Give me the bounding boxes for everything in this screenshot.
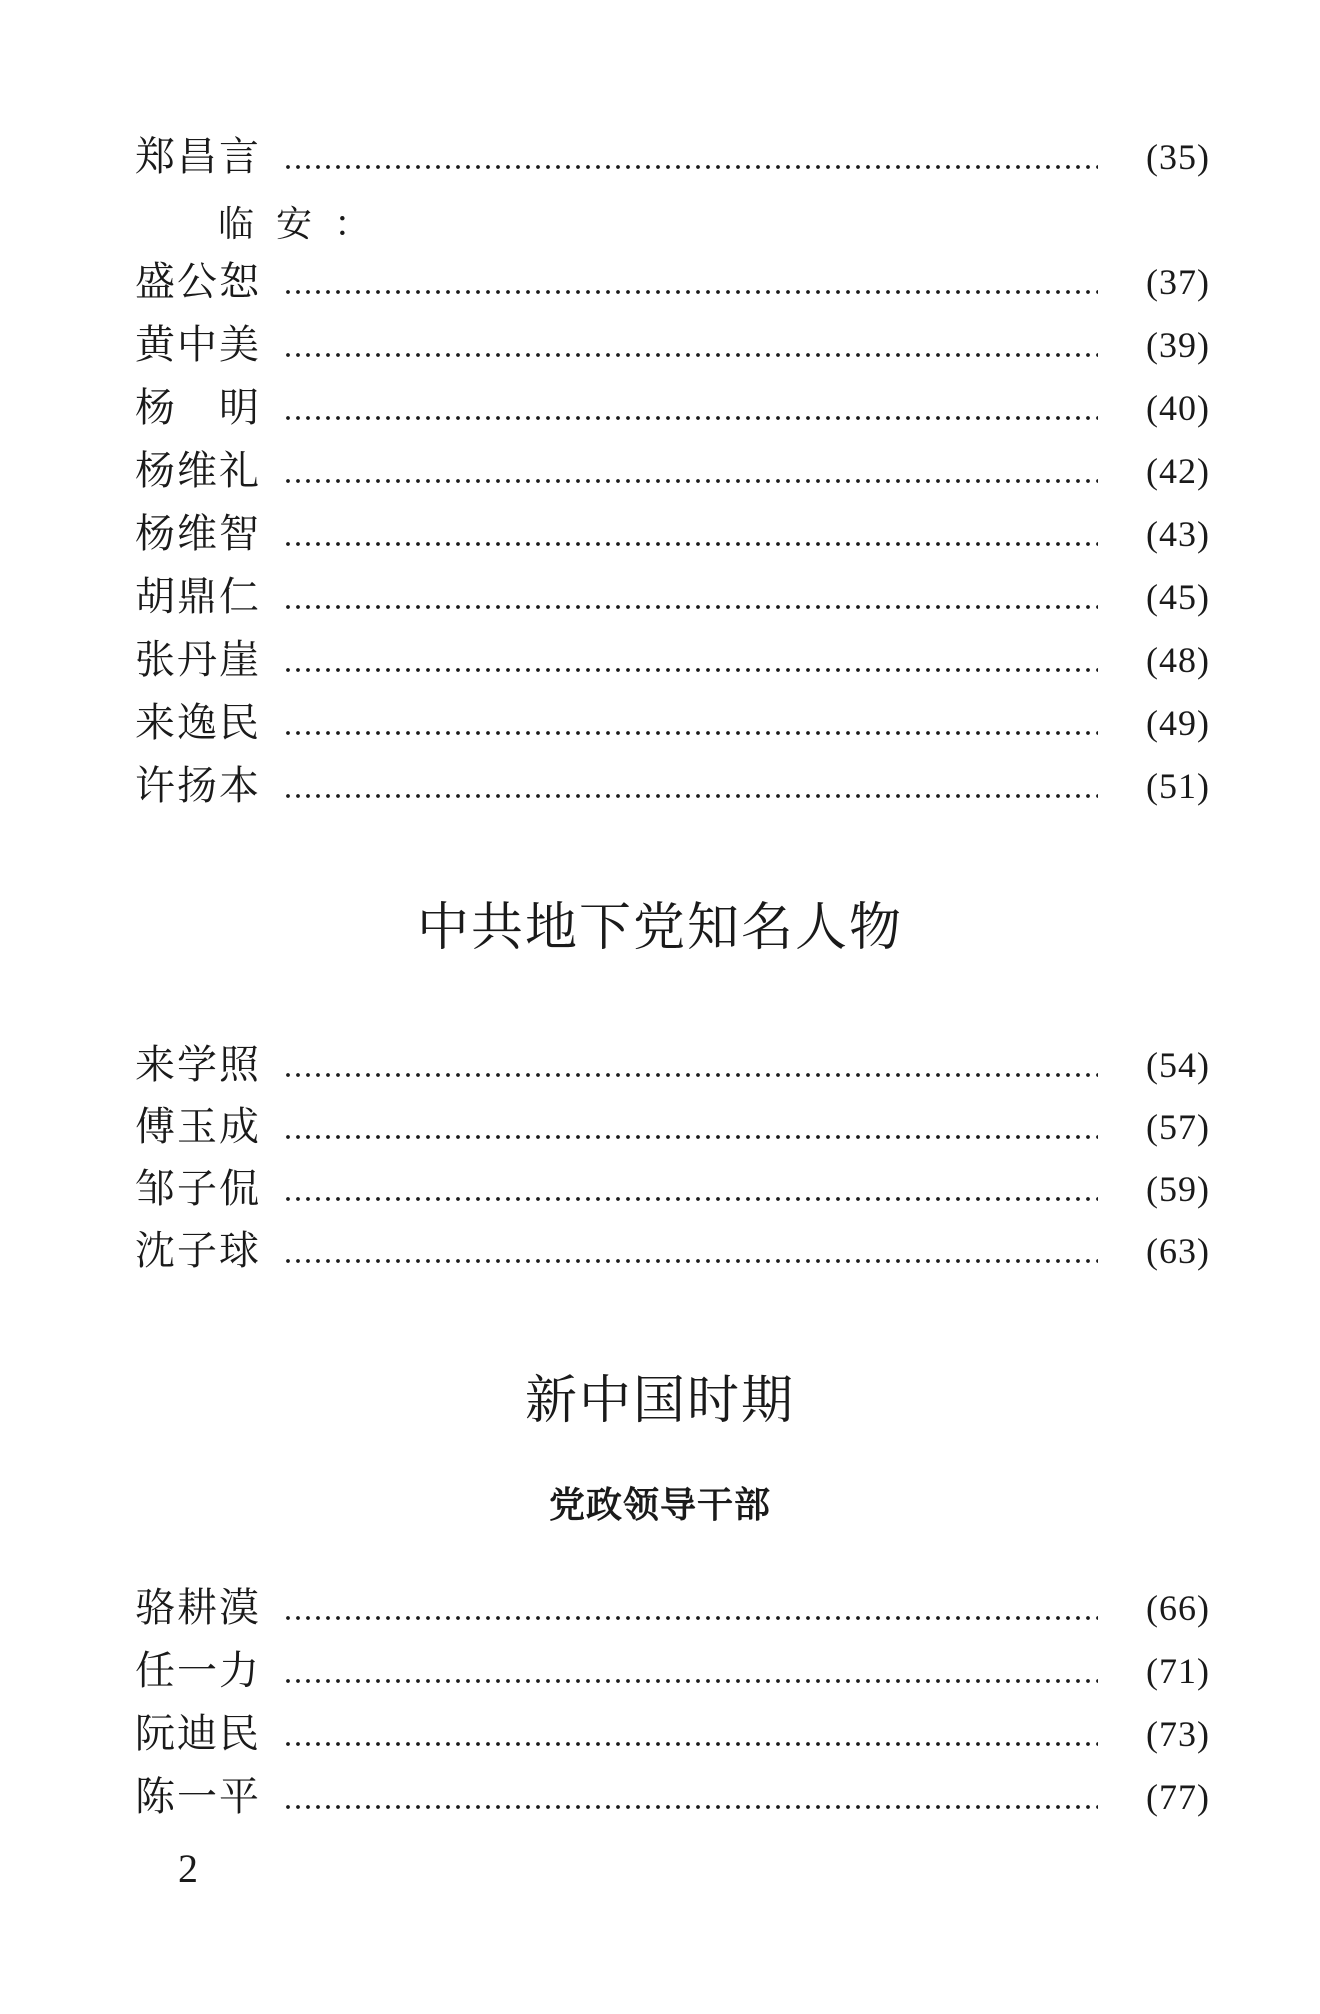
toc-entry-name: 骆耕漠 — [135, 1585, 261, 1631]
section-heading: 中共地下党知名人物 — [416, 898, 903, 958]
leader-dots — [283, 1805, 1098, 1809]
toc-entry — [135, 132, 1210, 182]
leader-dots — [283, 1742, 1098, 1746]
leader-dots — [283, 1679, 1098, 1683]
toc-entry — [135, 1164, 1210, 1214]
toc-entry-page: (66) — [1146, 1588, 1210, 1628]
leader-dots — [283, 353, 1098, 357]
toc-entry-page: (37) — [1146, 262, 1210, 302]
leader-dots — [283, 1616, 1098, 1620]
toc-entry — [135, 1040, 1210, 1090]
toc-entry-page: (49) — [1146, 703, 1210, 743]
toc-entry — [135, 1772, 1210, 1822]
toc-entry-page: (35) — [1146, 137, 1210, 177]
leader-dots — [283, 668, 1098, 672]
toc-entry-name: 张丹崖 — [135, 637, 261, 683]
toc-entry — [135, 1102, 1210, 1152]
page-number: 2 — [178, 1846, 198, 1891]
toc-entry-name: 阮迪民 — [135, 1711, 261, 1757]
leader-dots — [283, 165, 1098, 169]
toc-entry — [135, 761, 1210, 811]
toc-entry-page: (57) — [1146, 1107, 1210, 1147]
toc-entry-name: 杨 明 — [135, 385, 261, 431]
toc-entry — [135, 383, 1210, 433]
toc-entry-page: (54) — [1146, 1045, 1210, 1085]
toc-entry — [135, 1583, 1210, 1633]
toc-entry-name: 许扬本 — [135, 763, 261, 809]
toc-entry — [135, 446, 1210, 496]
section-subhead: 临安： — [218, 204, 393, 245]
leader-dots — [283, 542, 1098, 546]
toc-entry-page: (77) — [1146, 1777, 1210, 1817]
toc-entry-name: 胡鼎仁 — [135, 574, 261, 620]
toc-entry-name: 邹子侃 — [135, 1166, 261, 1212]
toc-entry-name: 陈一平 — [135, 1774, 261, 1820]
toc-entry-page: (73) — [1146, 1714, 1210, 1754]
toc-entry-page: (40) — [1146, 388, 1210, 428]
toc-entry-name: 来逸民 — [135, 700, 261, 746]
toc-entry-page: (51) — [1146, 766, 1210, 806]
toc-entry — [135, 257, 1210, 307]
toc-entry-name: 杨维智 — [135, 511, 261, 557]
leader-dots — [283, 605, 1098, 609]
leader-dots — [283, 290, 1098, 294]
leader-dots — [283, 1135, 1098, 1139]
toc-entry-page: (42) — [1146, 451, 1210, 491]
toc-entry — [135, 509, 1210, 559]
toc-entry-page: (43) — [1146, 514, 1210, 554]
toc-entry — [135, 1646, 1210, 1696]
toc-entry-name: 沈子球 — [135, 1228, 261, 1274]
subsection-heading: 党政领导干部 — [548, 1485, 771, 1526]
leader-dots — [283, 1073, 1098, 1077]
leader-dots — [283, 1259, 1098, 1263]
toc-entry — [135, 1709, 1210, 1759]
toc-entry-page: (39) — [1146, 325, 1210, 365]
toc-entry-name: 杨维礼 — [135, 448, 261, 494]
toc-entry-page: (48) — [1146, 640, 1210, 680]
toc-entry-page: (45) — [1146, 577, 1210, 617]
section-heading: 新中国时期 — [524, 1371, 795, 1431]
toc-entry-name: 傅玉成 — [135, 1104, 261, 1150]
toc-entry — [135, 1226, 1210, 1276]
toc-entry-name: 郑昌言 — [135, 134, 261, 180]
toc-entry-page: (59) — [1146, 1169, 1210, 1209]
toc-entry-name: 来学照 — [135, 1042, 261, 1088]
leader-dots — [283, 416, 1098, 420]
toc-entry — [135, 635, 1210, 685]
leader-dots — [283, 479, 1098, 483]
toc-entry-name: 盛公恕 — [135, 259, 261, 305]
toc-entry — [135, 572, 1210, 622]
toc-entry — [135, 320, 1210, 370]
toc-entry-page: (63) — [1146, 1231, 1210, 1271]
leader-dots — [283, 794, 1098, 798]
leader-dots — [283, 1197, 1098, 1201]
toc-entry-name: 黄中美 — [135, 322, 261, 368]
leader-dots — [283, 731, 1098, 735]
toc-entry-page: (71) — [1146, 1651, 1210, 1691]
toc-entry-name: 任一力 — [135, 1648, 261, 1694]
toc-entry — [135, 698, 1210, 748]
